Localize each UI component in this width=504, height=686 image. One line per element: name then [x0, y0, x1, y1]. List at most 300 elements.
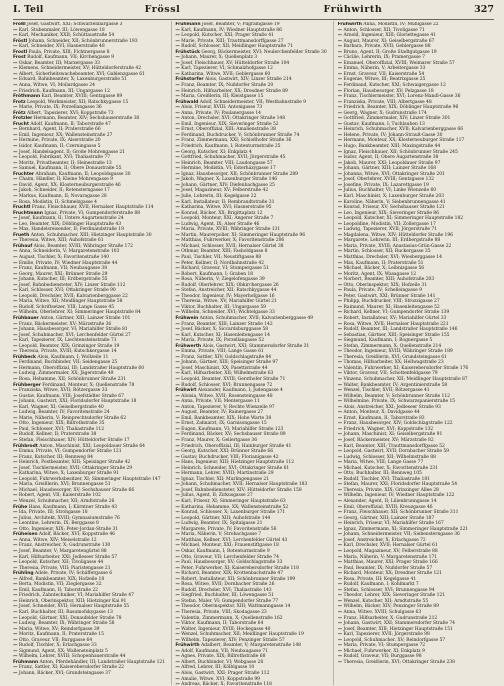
entry-details: Georg, Kutscher, XI; Enkplatz 4 — [179, 149, 252, 155]
entry-surname: — — [175, 560, 180, 566]
entry-surname: — — [13, 138, 18, 144]
entry-details: Stefan, Fleischhauer, XIV; Hütteldorfer Straße 17 — [17, 438, 130, 444]
entry-details: Ferdinand, Kutscher, XXI; Schwaigergasse 12 — [342, 83, 446, 89]
entry-surname: — — [13, 648, 18, 654]
running-heads — [73, 4, 454, 15]
entry-surname: — — [337, 504, 343, 510]
entry-surname: — — [337, 388, 343, 394]
entry-surname: — — [175, 598, 180, 604]
entry-details: Rudolf, Tischler, X; Erlachgasse 33 — [17, 643, 97, 649]
entry-surname: — — [13, 238, 18, 244]
entry-surname: — — [13, 149, 18, 155]
entry-surname: — — [337, 554, 343, 560]
entry-surname: — — [13, 27, 18, 33]
entry-details: Sigmund, Agent, XX; Wallensteinplatz 5 — [17, 648, 108, 654]
entry-surname: — — [175, 271, 180, 277]
entry-surname: — — [337, 216, 343, 222]
entry-details: Konrad, Friseur, XV; Sechshauser Straße 121 — [342, 205, 445, 211]
entry-surname: — — [175, 515, 180, 521]
entry-surname: — — [175, 621, 180, 627]
entry-details: Johann, Maurer, X; Quellenplatz 3 — [179, 55, 258, 61]
entry-surname: — — [13, 526, 18, 532]
entry-surname: Frötz — [13, 110, 26, 116]
entry-surname: — — [13, 83, 18, 89]
entry-surname: — — [337, 177, 343, 183]
entry-surname: — — [175, 88, 180, 94]
entry-surname: — — [175, 299, 180, 305]
entry-details: Rosa, Witwe, XVII; Hernalser Hauptstraße 221 — [342, 321, 449, 327]
entry-details: Marie, Private, IX; Porzellangasse 36 — [17, 105, 102, 111]
entry-surname: — — [337, 648, 343, 654]
entry-surname: — — [13, 415, 18, 421]
entry-details: Maria, Greißlerin, III; Kleistgasse 15 — [179, 94, 264, 100]
entry-surname: — — [175, 188, 180, 194]
entry-details: Otto, Oberinspektor, XIX; Hofzeile 31 — [342, 282, 428, 288]
entry-details: Arnold, Ingenieur, XIII; Gloriettegasse 41 — [342, 33, 436, 39]
entry-surname: — — [175, 55, 180, 61]
entry-details: Josef, Schuhmacher, XVI; Lerchenfelder Gürtel 27 — [17, 332, 131, 338]
entry-surname: — — [337, 393, 343, 399]
entry-details: Rudolf, Tischler, XVI; Thaliastraße 181 — [342, 476, 430, 482]
entry-details: Anton, Drechsler, XVI; Ottakringer Straße 148 — [179, 116, 286, 122]
entry-details: Margarete, Private, IV; Favoritenstraße 56 — [179, 526, 277, 532]
entry-details: Paula, Private, IV; Schelleingasse 9 — [342, 288, 422, 294]
entry-details: Theodor, Ingenieur, XVIII; Währinger Straße 189 — [342, 349, 453, 355]
entry-details: Rudolf, Drechsler, XVI; Thaliastraße 143 — [179, 587, 272, 593]
entry-surname: — — [13, 632, 18, 638]
entry-details: Otto, Graveur, VII; Burggasse 64 — [17, 637, 93, 643]
entry-surname: — — [337, 155, 343, 161]
entry-surname: — — [13, 144, 18, 150]
entry-surname: — — [337, 510, 343, 516]
entry-surname: — — [175, 504, 180, 510]
entry-surname: — — [337, 149, 343, 155]
entry-details: Robert, Installateur, XII; Schönbrunner Straße 199 — [179, 576, 296, 582]
entry-surname: — — [13, 654, 18, 660]
entry-details: Paula, Private, XIII; Fichtnergasse 8 — [27, 49, 110, 55]
entry-surname: — — [337, 537, 343, 543]
entry-surname: — — [337, 626, 343, 632]
entry-details: Leopold, Drechsler, XVII; Kalvarienberggasse 22 — [17, 293, 128, 299]
entry-details: Johann, Gärtner, XIII; Lainzer Straße 168 — [342, 166, 437, 172]
entry-surname: — — [13, 71, 18, 77]
entry-surname: Frost — [13, 55, 26, 61]
entry-surname: — — [337, 659, 343, 665]
entry-details: Emil, Kaufmann, II; Taborstraße 22 — [17, 587, 98, 593]
entry-surname: — — [175, 593, 180, 599]
column-divider — [333, 21, 334, 685]
entry-details: Anna, Modistin, IV; Mühlgasse 22 — [361, 22, 439, 27]
entry-surname: — — [337, 105, 343, 111]
entry-details: Johann, Kutscher, III; Erdbergstraße 55 — [17, 277, 108, 283]
entry-details: Markus, Kaufmann, II; Novaragasse 28 — [17, 193, 107, 199]
entry-surname: — — [175, 676, 180, 682]
entry-surname: — — [13, 598, 18, 604]
entry-details: Martin, Schlosser, XII; Ruckergasse 35 — [342, 249, 431, 255]
entry-surname: — — [175, 521, 180, 527]
entry-surname: — — [175, 626, 180, 632]
entry-details: Hermann, Lehrer, XVIII; Martinstraße 29 — [179, 471, 274, 477]
entry-details: Alois, Gastwirt, XXI; Stammersdorfer Straße 31 — [201, 343, 310, 349]
entry-details: Anton, Tapezierer, V; Rechte Wienzeile 97 — [179, 404, 275, 410]
entry-surname: — — [175, 393, 180, 399]
entry-details: Otto, Ingenieur, XIX; Peter-Jordan-Straße 31 — [17, 526, 119, 532]
entry-details: Leopold, Beamter, XVIII; Gersthofer Straße 71 — [179, 377, 286, 382]
entry-details: Robert, Installateur, XV; Mariahilfer Gürtel 33 — [342, 315, 447, 321]
entry-details: Abraham, Kaufmann, II; Leopoldsgasse 30 — [34, 171, 131, 177]
entry-surname: — — [337, 365, 343, 371]
entry-surname: — — [13, 282, 18, 288]
entry-details: Heinrich, Friseur, VI; Mariahilfer Straße 167 — [342, 521, 444, 527]
entry-details: Helene, Private, IV; Johann-Strauß-Gasse 30 — [342, 132, 443, 138]
entry-details: Heinrich, Oberinspektor, XIII; Hietzinger Kai 91 — [17, 598, 127, 604]
entry-details: Anna, Private, VII; Mentergasse 11 — [179, 399, 260, 405]
entry-surname: — — [175, 499, 180, 505]
entry-surname: — — [175, 321, 180, 327]
entry-surname: — — [337, 249, 343, 255]
entry-details: Johann, Hausbesorger, VI; Mariahilfer Straße 81 — [17, 327, 128, 333]
entry-surname: — — [175, 360, 180, 366]
entry-surname: — — [337, 454, 343, 460]
entry-surname: — — [337, 110, 343, 116]
entry-details: Paul, Hausbesorger, XV; Goldschlagstraße 33 — [179, 560, 283, 566]
entry-surname: — — [337, 27, 343, 33]
entry-surname: — — [337, 199, 343, 205]
entry-details: Franz, Beamter, IX; Nußdorfer Straße 20 — [179, 83, 274, 89]
entry-details: Maria, Greißlerin, XVI; Brunnengasse 51 — [17, 482, 111, 488]
entry-details: Wenzel, Tischler, XVII; Rötzergasse 41 — [342, 388, 430, 394]
entry-surname: — — [337, 415, 343, 421]
entry-details: Othmar, Beamter, XIII; Fasholdgasse 8 — [179, 249, 268, 255]
entry-columns — [13, 22, 494, 686]
entry-surname: — — [337, 377, 343, 382]
entry-details: Gustav, Kaufmann, I; Tuchlauben 13 — [342, 121, 425, 127]
entry-surname: — — [337, 160, 343, 166]
entry-details: Rosa, Modistin, II; Schmelzgasse 4 — [17, 199, 97, 205]
entry-surname: Frühmann — [13, 659, 39, 665]
entry-details: August, Beamter, IV; Rainergasse 27 — [179, 410, 264, 416]
entry-surname: — — [337, 338, 343, 344]
entry-details: Leopold, Kutscher, XI; Simmeringer Hauptstraße 182 — [342, 216, 464, 222]
entry-surname: — — [337, 310, 343, 316]
entry-surname: — — [337, 260, 343, 266]
entry-surname: Fruchtmann — [13, 210, 43, 216]
entry-surname: — — [337, 609, 343, 615]
entry-surname: — — [175, 160, 180, 166]
entry-details: Georg, Wagner, X; Gudrunstraße 174 — [342, 110, 427, 116]
entry-details: Rudolf, Beamter, III; Landstraßer Hauptstraße 146 — [342, 327, 458, 333]
entry-surname: — — [13, 460, 18, 466]
entry-details: Leopold, Gastwirt, XVII; Dornbacher Straße 59 — [342, 449, 449, 455]
entry-surname: — — [13, 515, 18, 521]
entry-surname: — — [13, 327, 18, 333]
entry-details: Rudolf, Schriftsetzer, VIII; Lange Gasse 45 — [17, 304, 115, 310]
entry-surname: — — [175, 404, 180, 410]
entry-details: Valentin, Fuhrwerker, XI; Kaiserebersdorfer Straße 176 — [342, 365, 469, 371]
entry-surname: Frotzler — [13, 116, 33, 122]
entry-surname: — — [13, 371, 18, 377]
entry-surname: — — [175, 382, 180, 388]
entry-surname: — — [337, 482, 343, 488]
entry-details: Johann, Schuhmacher, XVII; Hernalser Hauptstraße 183 — [179, 482, 308, 488]
entry-details: Josef, Beamter, V; Margaretengürtel 88 — [17, 548, 107, 554]
entry-details: Stefan, Anstreicher, XII; Ratschkygasse 44 — [179, 288, 277, 294]
entry-details: Wilhelm, Oberlehrer, XI; Simmeringer Hauptstraße 84 — [17, 310, 141, 316]
entry-details: Hermann, Beamter, XIV; Sechshauserstraße 30 — [32, 116, 140, 122]
entry-details: Moritz, Privatbeamter, II; Heinestraße 13 — [17, 160, 112, 166]
entry-surname: — — [337, 60, 343, 66]
entry-details: Magdalena, Witwe, XIV; Hütteldorfer Straße 196 — [342, 232, 453, 238]
entry-surname: — — [337, 371, 343, 377]
entry-surname: — — [337, 654, 343, 660]
entry-details: Alois, Kaufmann, I; Wollzeile 11 — [35, 354, 109, 360]
entry-surname: — — [13, 338, 18, 344]
entry-surname: — — [337, 426, 343, 432]
entry-details: Leopold, Magazineur, XV; Felberstraße 88 — [342, 548, 438, 554]
column-3 — [338, 22, 494, 686]
entry-surname: — — [175, 83, 180, 89]
entry-details: Hans, Ingenieur, XIII; Hietzinger Hauptstraße 112 — [179, 460, 295, 466]
entry-surname: — — [337, 171, 343, 177]
entry-surname: Fröstl — [13, 38, 28, 44]
entry-surname: — — [13, 593, 18, 599]
entry-surname: — — [13, 421, 18, 427]
entry-details: Anton, Maschinist, XXI; Leopoldauer Straße 64 — [37, 443, 145, 449]
entry-details: Johann, Gärtner, XIII; Speisinger Straße 97 — [179, 360, 278, 366]
entry-details: Anton, Schlosser, XII; Tivoligasse 71 — [342, 27, 425, 33]
entry-surname: — — [175, 526, 180, 532]
entry-details: Heinrich, Schneider, XVI; Ottakringer Straße 61 — [179, 465, 290, 471]
entry-details: Leopold, Gärtner, XXI; Donaufelder Straße 78 — [17, 615, 122, 621]
entry-details: Rudolf, Oberlehrer, XIX; Obkirchergasse 26 — [179, 282, 279, 288]
entry-details: Leopoldine, Modistin, VII; Zollergasse 17 — [342, 221, 436, 227]
entry-details: Emil, Ingenieur, XIX; Sieveringer Straße 52 — [179, 121, 279, 127]
entry-surname: — — [175, 438, 180, 444]
entry-surname: — — [13, 199, 18, 205]
entry-surname: Fruchter — [13, 171, 35, 177]
entry-details: Emilie, Private, IV; Wiedner Hauptstraße 44 — [17, 260, 118, 266]
entry-surname: — — [13, 499, 18, 505]
entry-surname: — — [337, 354, 343, 360]
entry-details: Franziska, Private, VIII; Albertgasse 48 — [342, 99, 432, 105]
entry-surname: — — [337, 227, 343, 233]
entry-details: Alois, Anstreicher, XXI; Jedleseer Straße 93 — [342, 404, 441, 410]
entry-surname: — — [337, 293, 343, 299]
entry-surname: — — [175, 110, 180, 116]
entry-details: Alexander, Agent, II; Lilienbrunngasse 14 — [342, 499, 437, 505]
entry-details: Barbara, Private, XVII; Geblergasse 88 — [342, 44, 431, 50]
entry-details: Richard, Beamter, XIX; Krottenbachstraße 47 — [179, 571, 284, 577]
entry-surname: — — [337, 593, 343, 599]
entry-details: Wilhelm, Beamter, V; Schönbrunner Straße 112 — [342, 393, 450, 399]
entry-details: Matthias, Drechsler, XVI; Wiesberggasse 14 — [342, 254, 442, 260]
entry-details: Franz, Hilfsarbeiter, X; Gudrunstraße 212 — [342, 615, 438, 621]
entry-details: Paul, Beamter, IX; Nußdorfer Straße 57 — [342, 565, 433, 571]
entry-surname: — — [13, 88, 18, 94]
entry-surname: Früheisen — [13, 532, 38, 538]
entry-surname: — — [337, 471, 343, 477]
entry-details: Josefine, Private, IX; Lazarettgasse 19 — [342, 182, 429, 188]
entry-surname: — — [175, 332, 180, 338]
entry-details: Karl, Beamter, XVIII; Gentzgasse 89 — [40, 94, 123, 100]
entry-surname: — — [337, 604, 343, 610]
directory-entry — [338, 660, 494, 666]
entry-surname: — — [13, 193, 18, 199]
directory-entry — [13, 671, 169, 677]
entry-details: Anna, Witwe, XIV; Meiselstraße 12 — [17, 537, 97, 543]
entry-details: Konrad, Bäcker, XX; Brigittaplatz 12 — [179, 210, 263, 216]
entry-details: Walter, Bankbeamter, IV; Argentinierstraße 58 — [342, 382, 448, 388]
entry-surname: — — [13, 343, 18, 349]
entry-details: Leo, Ingenieur, XIX; Sieveringer Straße 86 — [342, 210, 439, 216]
entry-details: Ludwig, Schlosser, XII; Wilhelmstraße 88 — [342, 454, 436, 460]
entry-details: Alois, Beamter, XVIII; Währinger Straße 172 — [32, 243, 133, 249]
entry-surname: — — [337, 587, 343, 593]
entry-surname: — — [337, 38, 343, 44]
entry-details: Theresia, Witwe, XIII; Auhofstraße 61 — [17, 238, 104, 244]
entry-details: Franz, Beamter, XIII; Lainzer Straße 142 — [179, 321, 273, 327]
entry-surname: Frucht — [13, 121, 29, 127]
entry-details: Ernst, Zahnarzt, IX; Garnisongasse 15 — [179, 421, 267, 427]
entry-surname: — — [175, 565, 180, 571]
entry-surname: — — [175, 132, 180, 138]
entry-details: Jakob, Schneider, II; Rotensterngasse 17 — [17, 188, 110, 194]
entry-surname: — — [13, 432, 18, 438]
entry-details: Josef, Fleischhauer, XV; Hütteldorfer Straße 104 — [179, 60, 290, 66]
entry-surname: — — [175, 576, 180, 582]
entry-surname: — — [175, 210, 180, 216]
entry-details: Norbert, Beamter, XIII; Auhofstraße 203 — [342, 277, 435, 283]
entry-details: Karl, Schlosser, XVI; Ottakringer Straße 90 — [17, 288, 116, 294]
entry-details: Eugen, Kaufmann, VI; Mariahilfer Straße 123 — [179, 426, 284, 432]
entry-details: Philipp, Buchdrucker, VIII; Strozzigasse 27 — [342, 299, 440, 305]
entry-details: Josef, Oberlehrer, XVIII; Gentzgasse 132 — [342, 177, 434, 183]
entry-details: Samuel, Kaufmann, II; Obere Donaustraße 55 — [17, 166, 122, 172]
entry-surname: — — [13, 621, 18, 627]
entry-surname: Frößl — [13, 22, 26, 27]
entry-surname: — — [337, 598, 343, 604]
entry-details: Wilhelm, Schneider, XVI; Wichtelgasse 33 — [179, 310, 275, 316]
entry-details: Emanuel, Oberoffizial, XVIII; Weimarer Straße 57 — [342, 60, 455, 66]
entry-surname: Frotz — [13, 99, 26, 105]
entry-details: Franz, Kutscher, III; Rennweg 84 — [17, 454, 93, 460]
entry-details: Wilhelm, Ingenieur, IV; Wiedner Hauptstraße 122 — [342, 493, 455, 499]
entry-details: Robert, Kaufmann, I; Graben 18 — [179, 271, 254, 277]
entry-surname: — — [175, 182, 180, 188]
entry-surname: — — [175, 426, 180, 432]
entry-details: Theresia, Witwe, XV; Mariahilfer Gürtel 21 — [179, 299, 277, 305]
entry-surname: — — [337, 188, 343, 194]
entry-surname: — — [13, 66, 18, 72]
entry-surname: — — [337, 315, 343, 321]
entry-details: Johann, Gastwirt, XXI; Stammersdorfer Straße 74 — [342, 621, 455, 627]
entry-surname: — — [13, 471, 18, 477]
entry-details: Ludwig, Tapezierer, XVII; Jörgerstraße 71 — [342, 227, 438, 233]
entry-surname: — — [175, 121, 180, 127]
entry-surname: — — [13, 33, 18, 39]
entry-details: Ferdinand, Monteur, X; Quellenstraße 78 — [40, 382, 135, 388]
entry-surname: — — [337, 332, 343, 338]
entry-details: Josef, Gastwirt, XXI; Schwarzenbärgasse 3 — [25, 22, 123, 27]
entry-surname: — — [337, 271, 343, 277]
entry-details: Alexander, Kaufmann, I; Judengasse 4 — [196, 388, 283, 394]
entry-surname: — — [175, 304, 180, 310]
entry-details: Karl, Tapezierer, IX; Liechtensteinstraße 71 — [17, 338, 117, 344]
entry-details: Franz, Fleischhauer, XII; Schönbrunner Straße 311 — [342, 510, 459, 516]
entry-surname: — — [175, 155, 180, 161]
entry-surname: — — [175, 554, 180, 560]
entry-details: Hermine, Modistin, VI; Esterházygasse 17 — [179, 166, 276, 172]
entry-surname: — — [175, 632, 180, 638]
entry-details: Karl, Buchhalter, III; Rasumofskygasse 13 — [17, 609, 113, 615]
entry-details: Matthias, Kellner, XVI; Lerchenfelder Gürtel 43 — [179, 537, 288, 543]
entry-surname: — — [13, 493, 18, 499]
entry-surname: — — [175, 105, 180, 111]
entry-details: Rudolf, Schlosser, XII; Meidlinger Hauptstraße 71 — [179, 44, 294, 50]
entry-surname: — — [13, 332, 18, 338]
entry-details: Hermine, Private, IX; Alserstraße 20 — [17, 138, 101, 144]
entry-surname: — — [175, 144, 180, 150]
entry-details: Theodor, Oberinspektor, XIII; Wattmanngasse 14 — [179, 604, 291, 610]
entry-surname: — — [337, 521, 343, 527]
entry-details: Leopold, Werkmeister, XII; Ratschkygasse 15 — [25, 99, 129, 105]
entry-surname: — — [13, 554, 18, 560]
entry-details: Heinrich, Beamter, VIII; Laudongasse 57 — [179, 160, 273, 166]
entry-surname: — — [175, 227, 180, 233]
entry-details: Ernst, Graveur, VII; Kaiserstraße 54 — [342, 71, 425, 77]
entry-surname: — — [175, 365, 180, 371]
entry-details: Gottfried, Zimmermaler, XIV; Linzer Straße 301 — [342, 116, 451, 122]
entry-surname: — — [337, 449, 343, 455]
column-1 — [13, 22, 169, 686]
entry-details: Karl, Maschinist, X; Laxenburger Straße 203 — [342, 193, 444, 199]
entry-surname: — — [175, 476, 180, 482]
entry-surname: — — [175, 33, 180, 39]
entry-surname: — — [13, 293, 18, 299]
entry-details: Amalie, Witwe, XVI; Koppstraße 99 — [179, 676, 260, 682]
entry-surname: — — [337, 55, 343, 61]
entry-surname: — — [175, 249, 180, 255]
entry-surname: — — [175, 487, 180, 493]
entry-details: Franziska, Witwe, XVII; Rötzergasse 33 — [17, 388, 108, 394]
entry-surname: — — [337, 432, 343, 438]
entry-surname: Fruchtl — [13, 205, 31, 211]
entry-details: Rudolf, Graveur, VII; Burggasse 98 — [342, 654, 422, 660]
entry-details: Karl, Hilfsarbeiter, XXI; Jedleseer Straße 57 — [17, 554, 118, 560]
entry-surname: — — [337, 299, 343, 305]
entry-surname: — — [175, 166, 180, 172]
entry-details: Rudolf, Kellner, II; Praterstraße 38 — [17, 432, 97, 438]
entry-surname: — — [337, 515, 343, 521]
entry-surname: — — [337, 399, 343, 405]
entry-surname: Frühwerth — [175, 343, 202, 349]
entry-details: Josef, Beamter, V; Pilgramgasse 19 — [200, 22, 280, 27]
entry-surname: Frühauf — [13, 243, 33, 249]
entry-details: Stefan, Maurer, XXI; Floridsdorfer Hauptstraße 54 — [342, 482, 458, 488]
entry-surname: — — [337, 493, 343, 499]
entry-surname: — — [13, 565, 18, 571]
entry-surname: — — [175, 377, 180, 382]
entry-surname: — — [13, 60, 18, 66]
entry-surname: Frühmann — [175, 22, 201, 27]
entry-details: Matthias, Maurer, XXI; Prager Straße 166 — [342, 560, 438, 566]
entry-surname: — — [337, 304, 343, 310]
entry-surname: — — [337, 632, 343, 638]
entry-details: Otto, Graveur, VII; Lerchenfelder Straße 74 — [179, 554, 279, 560]
entry-details: Wilhelm, Tapezierer, XIV; Penzinger Straße 57 — [179, 637, 285, 643]
entry-details: Anton, Schuhmacher, XIII; Hietzinger Hauptstraße 30 — [29, 232, 152, 238]
entry-surname: — — [337, 443, 343, 449]
